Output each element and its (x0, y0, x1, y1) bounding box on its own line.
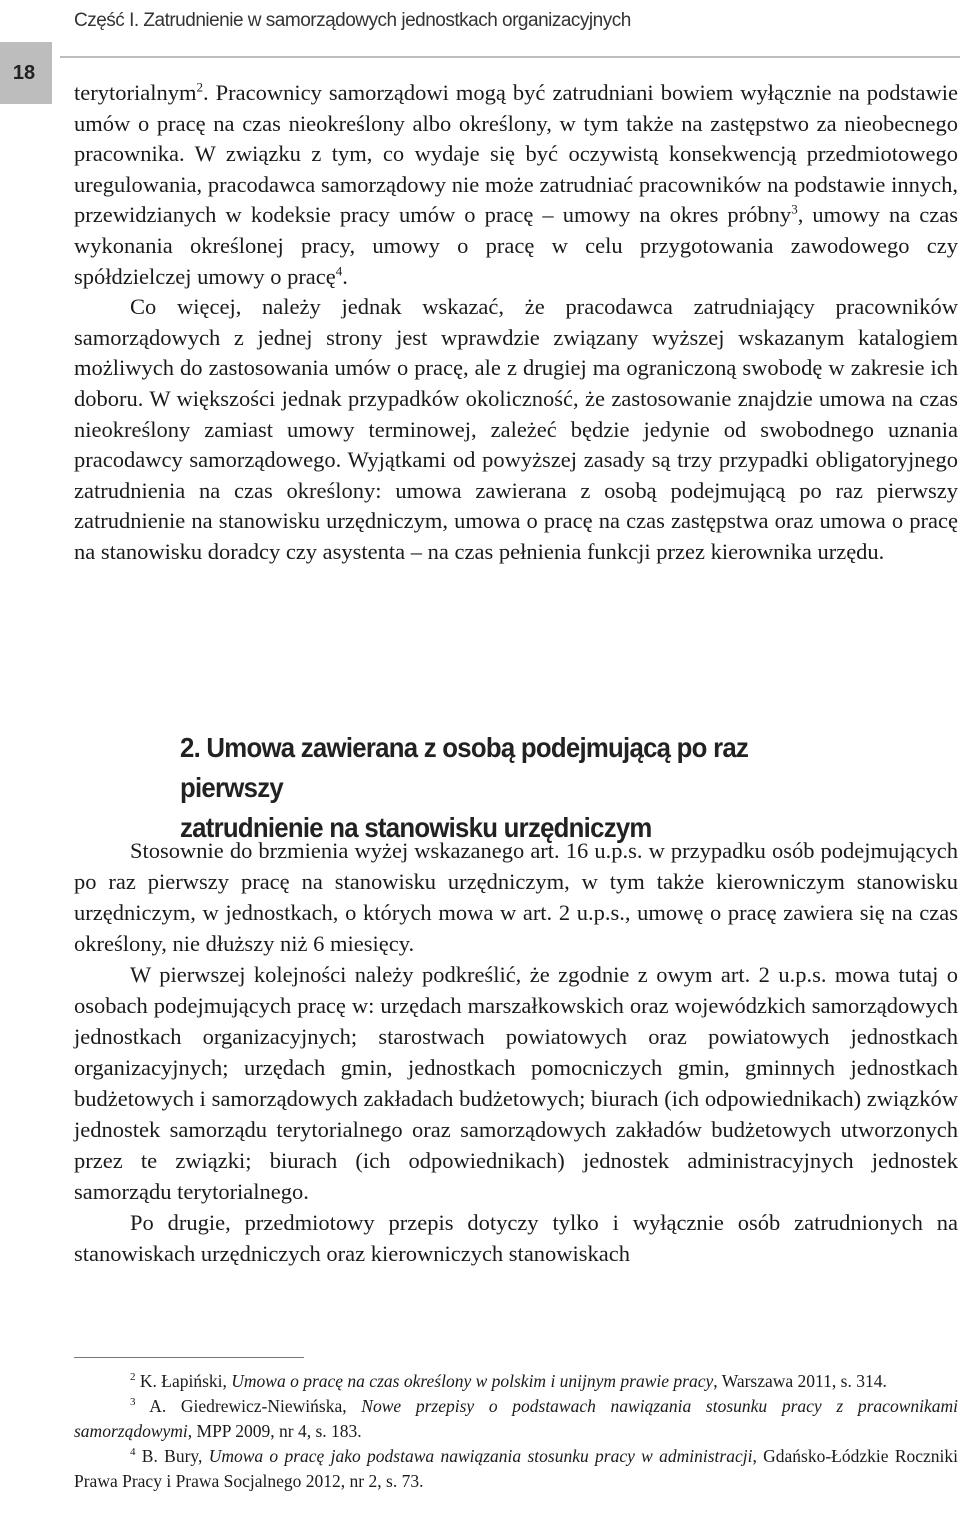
footnote-number: 4 (130, 1446, 136, 1459)
paragraph-4: W pierwszej kolejności należy podkreślić, że zgodnie z owym art. 2 u.p.s. mowa tutaj o osobach podejmujących pracę w: urzędach marszałkowskich oraz wojewódzkich samorządowych jednostkach organizacyjnych; starostwach powiatowych oraz powiatowych jednostkach organizacyjnych; urzędach gmin, jednostkach pomocniczych gmin, gminnych jednostkach budżetowych i samorządowych zakładach budżetowych; biurach (ich odpowiednikach) związków jednostek samorządu terytorialnego oraz samorządowych zakładów budżetowych utworzonych przez te związki; biurach (ich odpowiednikach) jednostek administracyjnych jednostek samorządu terytorialnego. (74, 962, 958, 1204)
footnote-ref-3[interactable]: 3 (791, 201, 798, 217)
paragraph-1-text-c: , umowy na czas wykonania określonej pracy, umowy o pracę w celu przygotowania zawodowego czy spółdzielczej umowy o pracę (74, 202, 959, 289)
paragraph-1-text-d: . (342, 263, 348, 289)
footnote-2 (74, 1369, 958, 1394)
footnote-author: A. Giedrewicz-Niewińska, (135, 1396, 362, 1416)
footnote-number: 2 (130, 1371, 136, 1384)
paragraph-2: Co więcej, należy jednak wskazać, że pracodawca zatrudniający pracowników samorządowych z jednej strony jest wprawdzie związany wyższej wskazanym katalogiem możliwych do zastosowania umów o pracę, ale z drugiej ma ograniczoną swobodę w zakresie ich doboru. W większości jednak przypadków okoliczność, że zastosowanie znajdzie umowa na czas nieokreślony zamiast umowy terminowej, zależeć będzie jedynie od swobodnego uznania pracodawcy samorządowego. Wyjątkami od powyższej zasady są trzy przypadki obligatoryjnego zatrudnienia na czas określony: umowa zawierana z osobą podejmującą po raz pierwszy zatrudnienie na stanowisku urzędniczym, umowa o pracę na czas zastępstwa oraz umowa o pracę na stanowisku doradcy czy asystenta – na czas pełnienia funkcji przez kierownika urzędu. (74, 294, 958, 564)
footnotes (74, 1369, 958, 1494)
paragraph-1-text-a: terytorialnym (74, 80, 197, 105)
page-number: 18 (12, 62, 36, 84)
footnote-author: K. Łapiński, (135, 1371, 232, 1391)
body-text-bottom (74, 835, 958, 1269)
footnote-ref-2[interactable]: 2 (196, 79, 203, 95)
paragraph-1-text-b: . Pracownicy samorządowi mogą być zatrudniani bowiem wyłącznie na podstawie umów o pracę na czas nieokreślony albo określony, w tym także na zastępstwo za nieobecnego pracownika. W związku z tym, co wydaje się być oczywistą konsekwencją przedmiotowego uregulowania, pracodawca samorządowy nie może zatrudniać pracowników na podstawie innych, przewidzianych w kodeksie pracy umów o pracę – umowy na okres próbny (74, 80, 958, 228)
footnote-title: Nowe przepisy o podstawach nawiązania stosunku pracy z pracownikami samorządowymi (74, 1396, 958, 1441)
header-rule (60, 56, 960, 58)
section-heading-line-2: zatrudnienie na stanowisku urzędniczym (180, 812, 652, 843)
footnote-source: , Gdańsko-Łódzkie Roczniki Prawa Pracy i Prawa Socjalnego 2012, nr 2, s. 73. (74, 1446, 959, 1491)
footnote-4 (74, 1444, 958, 1494)
footnote-source: , MPP 2009, nr 4, s. 183. (187, 1421, 362, 1441)
footnote-ref-4[interactable]: 4 (335, 263, 343, 279)
footnote-3 (74, 1394, 958, 1444)
paragraph-5: Po drugie, przedmiotowy przepis dotyczy tylko i wyłącznie osób zatrudnionych na stanowiskach urzędniczych oraz kierowniczych stanowiskach (74, 1210, 958, 1266)
footnote-source: , Warszawa 2011, s. 314. (713, 1371, 887, 1391)
body-text-top (74, 78, 958, 568)
footnote-title: Umowa o pracę jako podstawa nawiązania stosunku pracy w administracji (208, 1446, 753, 1466)
footnote-separator (74, 1357, 304, 1358)
running-header: Część I. Zatrudnienie w samorządowych jednostkach organizacyjnych (74, 10, 631, 31)
section-heading (180, 728, 842, 848)
paragraph-3: Stosownie do brzmienia wyżej wskazanego art. 16 u.p.s. w przypadku osób podejmujących po raz pierwszy pracę na stanowisku urzędniczym, w tym także kierowniczym stanowisku urzędniczym, w jednostkach, o których mowa w art. 2 u.p.s., umowę o pracę zawiera się na czas określony, nie dłuższy niż 6 miesięcy. (74, 838, 958, 956)
footnote-number: 3 (130, 1396, 136, 1409)
paragraph-1 (74, 78, 958, 292)
footnote-title: Umowa o pracę na czas określony w polskim i unijnym prawie pracy (231, 1371, 714, 1391)
section-heading-line-1: 2. Umowa zawierana z osobą podejmującą po raz pierwszy (180, 732, 749, 803)
footnote-author: B. Bury, (135, 1446, 209, 1466)
